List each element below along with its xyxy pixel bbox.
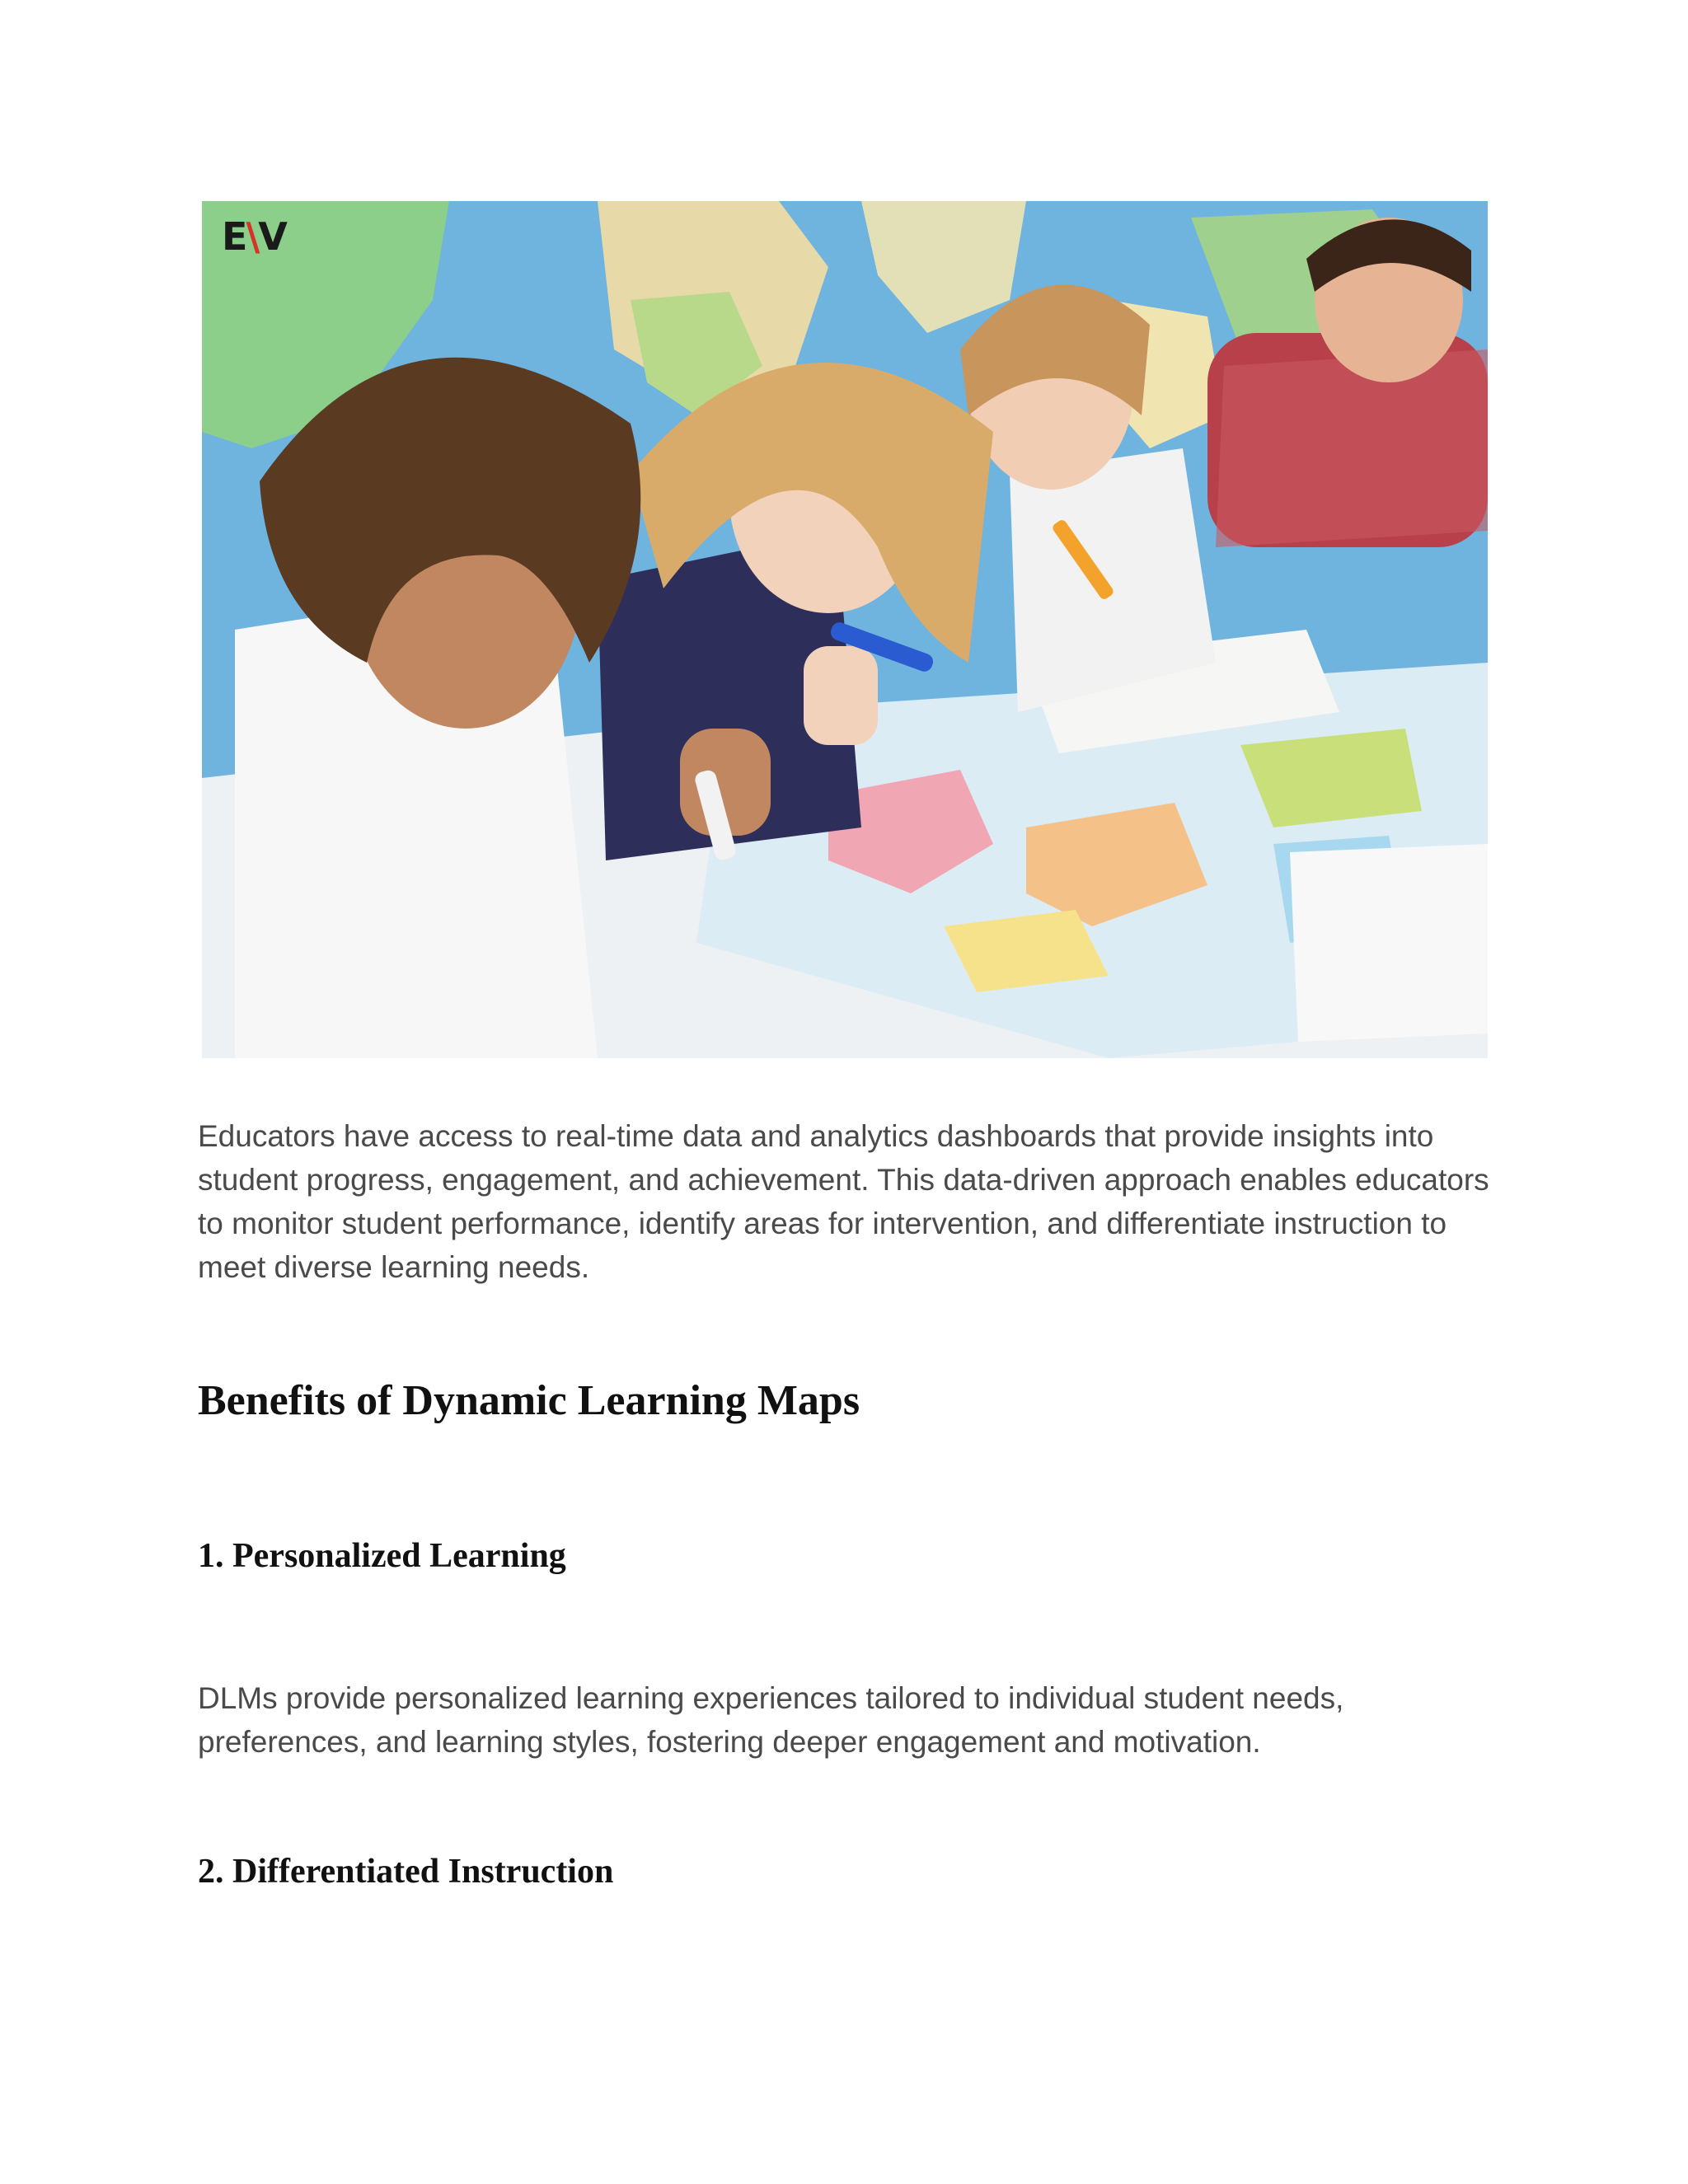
logo-letter-v: V [258,214,286,259]
logo-letter-e: E [222,214,246,259]
section-heading-differentiated-instruction: 2. Differentiated Instruction [198,1853,614,1891]
classroom-illustration [202,201,1488,1058]
hero-photo [202,201,1488,1058]
personalized-learning-paragraph: DLMs provide personalized learning experiences tailored to individual student needs, preferences, and learning styles, fostering deeper engagement and motivation. [198,1681,1344,1759]
benefits-heading: Benefits of Dynamic Learning Maps [198,1377,860,1424]
brand-logo [222,214,286,259]
section-heading-personalized-learning: 1. Personalized Learning [198,1537,566,1575]
logo-slash: \ [246,214,259,259]
intro-paragraph: Educators have access to real-time data and analytics dashboards that provide insights into student progress, engagement, and achievement. This data-driven approach enables educators to monitor student performance, identify areas for intervention, and differentiate instruction to meet diverse learning needs. [198,1119,1489,1284]
